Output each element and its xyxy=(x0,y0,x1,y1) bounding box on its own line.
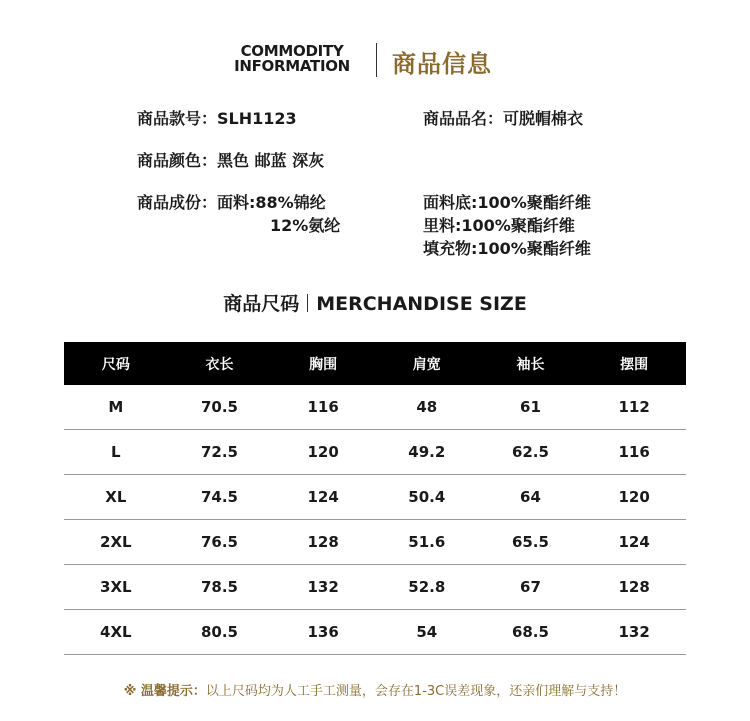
table-row xyxy=(64,520,686,565)
header-chinese-title: 商品信息 xyxy=(392,50,492,78)
header-length: 衣长 xyxy=(168,342,272,385)
header-shoulder: 肩宽 xyxy=(375,342,479,385)
footnote-label: ※ 温馨提示： xyxy=(123,684,206,699)
size-heading-divider xyxy=(307,294,308,312)
cell-hem: 120 xyxy=(582,475,686,520)
cell-size: 4XL xyxy=(64,610,168,655)
cell-chest: 124 xyxy=(271,475,375,520)
cell-chest: 132 xyxy=(271,565,375,610)
cell-length: 76.5 xyxy=(168,520,272,565)
item-number: 商品款号：SLH1123 xyxy=(137,109,297,128)
header-sleeve: 袖长 xyxy=(479,342,583,385)
composition-line2: 12%氨纶 xyxy=(270,216,341,235)
footnote-text: 以上尺码均为人工手工测量，会存在1-3C误差现象，还亲们理解与支持！ xyxy=(205,684,627,699)
cell-chest: 136 xyxy=(271,610,375,655)
size-heading xyxy=(0,289,750,316)
table-row xyxy=(64,610,686,655)
header-hem: 摆围 xyxy=(582,342,686,385)
cell-hem: 116 xyxy=(582,430,686,475)
composition-right-line2: 里料:100%聚酯纤维 xyxy=(423,216,575,235)
size-heading-cn: 商品尺码 xyxy=(223,293,300,315)
cell-shoulder: 49.2 xyxy=(375,430,479,475)
cell-chest: 128 xyxy=(271,520,375,565)
size-table xyxy=(64,342,686,655)
cell-hem: 132 xyxy=(582,610,686,655)
cell-length: 78.5 xyxy=(168,565,272,610)
header-divider xyxy=(376,43,377,77)
table-row xyxy=(64,565,686,610)
cell-length: 74.5 xyxy=(168,475,272,520)
cell-shoulder: 52.8 xyxy=(375,565,479,610)
cell-length: 70.5 xyxy=(168,385,272,430)
cell-shoulder: 54 xyxy=(375,610,479,655)
cell-length: 72.5 xyxy=(168,430,272,475)
cell-sleeve: 68.5 xyxy=(479,610,583,655)
section-header xyxy=(0,40,750,84)
cell-size: L xyxy=(64,430,168,475)
cell-sleeve: 61 xyxy=(479,385,583,430)
cell-length: 80.5 xyxy=(168,610,272,655)
cell-size: M xyxy=(64,385,168,430)
table-row xyxy=(64,385,686,430)
cell-hem: 128 xyxy=(582,565,686,610)
cell-hem: 124 xyxy=(582,520,686,565)
table-row xyxy=(64,475,686,520)
cell-sleeve: 65.5 xyxy=(479,520,583,565)
header-size: 尺码 xyxy=(64,342,168,385)
size-table-header-row xyxy=(64,342,686,385)
header-english-line1: COMMODITY xyxy=(240,42,344,60)
cell-size: 3XL xyxy=(64,565,168,610)
composition-right-line1: 面料底:100%聚酯纤维 xyxy=(423,193,591,212)
size-heading-en: MERCHANDISE SIZE xyxy=(316,293,527,315)
cell-shoulder: 51.6 xyxy=(375,520,479,565)
cell-size: XL xyxy=(64,475,168,520)
cell-chest: 120 xyxy=(271,430,375,475)
cell-sleeve: 64 xyxy=(479,475,583,520)
cell-chest: 116 xyxy=(271,385,375,430)
cell-sleeve: 67 xyxy=(479,565,583,610)
composition-line1: 商品成份：面料:88%锦纶 xyxy=(137,193,326,212)
header-chest: 胸围 xyxy=(271,342,375,385)
header-english-line2: INFORMATION xyxy=(234,57,350,75)
cell-shoulder: 48 xyxy=(375,385,479,430)
cell-hem: 112 xyxy=(582,385,686,430)
table-row xyxy=(64,430,686,475)
composition-right-line3: 填充物:100%聚酯纤维 xyxy=(423,239,591,258)
header-english-title xyxy=(222,44,362,74)
footnote xyxy=(0,680,750,699)
item-colors: 商品颜色：黑色 邮蓝 深灰 xyxy=(137,151,325,170)
cell-shoulder: 50.4 xyxy=(375,475,479,520)
cell-sleeve: 62.5 xyxy=(479,430,583,475)
item-name: 商品品名：可脱帽棉衣 xyxy=(423,109,584,128)
cell-size: 2XL xyxy=(64,520,168,565)
